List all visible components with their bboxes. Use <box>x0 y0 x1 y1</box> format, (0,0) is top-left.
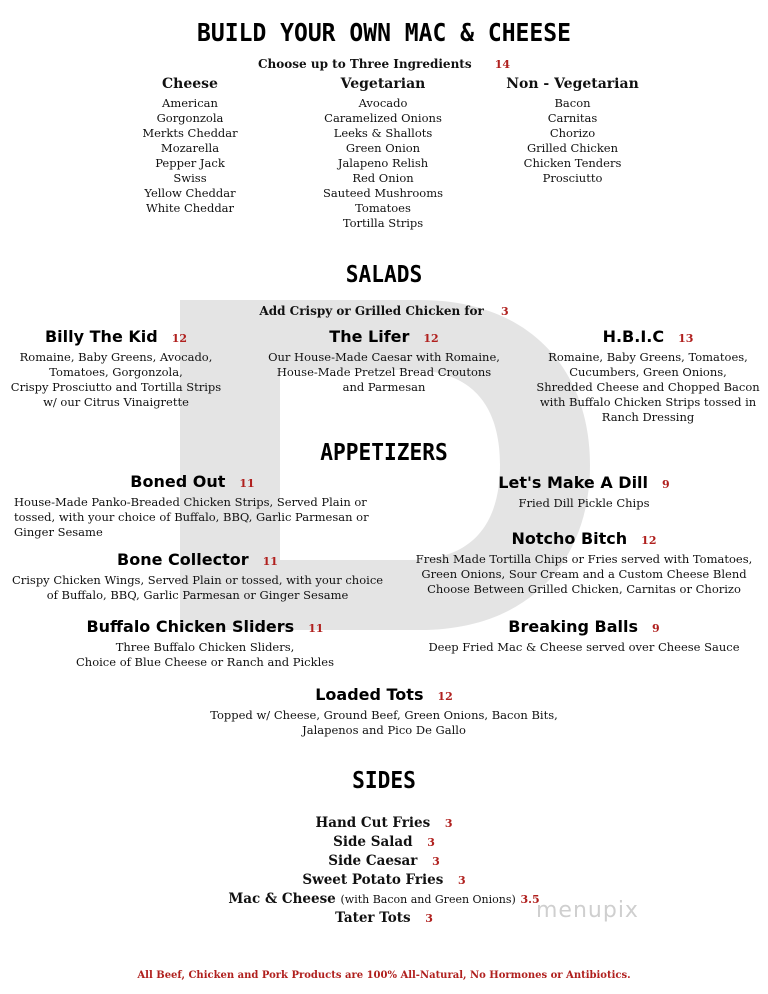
ingredient-list <box>293 96 473 231</box>
mac-subtitle-row <box>0 53 768 72</box>
side-item <box>0 909 768 928</box>
desc-line: House-Made Panko-Breaded Chicken Strips, Served Plain or <box>14 495 367 509</box>
mac-column-cheese <box>110 76 270 216</box>
list-item: Swiss <box>173 171 207 185</box>
mac-subtitle: Choose up to Three Ingredients <box>258 57 472 71</box>
side-item <box>0 890 768 909</box>
item-price: 11 <box>262 555 278 568</box>
desc-line: Our House-Made Caesar with Romaine, <box>268 350 500 364</box>
salads-subtitle: Add Crispy or Grilled Chicken for <box>259 304 484 318</box>
appetizer-lets-make-a-dill <box>400 473 768 511</box>
item-name: Loaded Tots <box>315 685 424 704</box>
list-item: Pepper Jack <box>155 156 225 170</box>
desc-line: Topped w/ Cheese, Ground Beef, Green Onions, Bacon Bits, <box>210 708 558 722</box>
item-price: 9 <box>662 478 670 491</box>
ingredient-list <box>490 96 655 186</box>
item-description <box>400 496 768 511</box>
appetizer-boned-out <box>0 472 385 540</box>
desc-line: Romaine, Baby Greens, Avocado, <box>19 350 213 364</box>
item-name: Breaking Balls <box>508 617 639 636</box>
desc-line: Romaine, Baby Greens, Tomatoes, <box>548 350 748 364</box>
column-heading: Non - Vegetarian <box>506 76 639 92</box>
item-name: Billy The Kid <box>44 327 158 346</box>
side-note: (with Bacon and Green Onions) <box>340 893 516 906</box>
side-name: Side Caesar <box>328 853 418 869</box>
side-price: 3 <box>458 874 466 887</box>
desc-line: Green Onions, Sour Cream and a Custom Cheese Blend <box>421 567 747 581</box>
list-item: Avocado <box>358 96 408 110</box>
desc-line: Fried Dill Pickle Chips <box>518 496 650 510</box>
desc-line: Three Buffalo Chicken Sliders, <box>115 640 295 654</box>
item-price: 9 <box>652 622 660 635</box>
list-item: Bacon <box>554 96 591 110</box>
sides-heading: SIDES <box>352 768 416 794</box>
item-description <box>0 640 410 670</box>
item-description <box>260 350 508 395</box>
item-name: Buffalo Chicken Sliders <box>86 617 295 636</box>
appetizer-bone-collector <box>0 550 395 603</box>
item-description <box>400 640 768 655</box>
salads-add-price: 3 <box>500 305 509 318</box>
list-item: Prosciutto <box>542 171 603 185</box>
appetizer-buffalo-chicken-sliders <box>0 617 410 670</box>
desc-line: w/ our Citrus Vinaigrette <box>43 395 189 409</box>
appetizer-loaded-tots <box>0 685 768 738</box>
desc-line: Tomatoes, Gorgonzola, <box>49 365 183 379</box>
ingredient-list <box>110 96 270 216</box>
desc-line: and Parmesan <box>342 380 426 394</box>
side-price: 3 <box>427 836 435 849</box>
list-item: Grilled Chicken <box>526 141 619 155</box>
salads-heading: SALADS <box>345 262 423 288</box>
item-description <box>400 552 768 597</box>
mac-column-vegetarian <box>293 76 473 231</box>
item-name: The Lifer <box>329 327 410 346</box>
salad-billy-the-kid <box>0 327 232 410</box>
desc-line: Ranch Dressing <box>601 410 695 424</box>
item-name: Bone Collector <box>117 550 249 569</box>
item-name: Notcho Bitch <box>511 529 628 548</box>
list-item: White Cheddar <box>145 201 235 215</box>
menupix-watermark: menupix <box>536 898 639 923</box>
column-heading: Vegetarian <box>340 76 426 92</box>
side-item <box>0 852 768 871</box>
page-title: BUILD YOUR OWN MAC & CHEESE <box>197 18 571 47</box>
desc-line: with Buffalo Chicken Strips tossed in <box>539 395 757 409</box>
list-item: Gorgonzola <box>156 111 224 125</box>
item-description <box>0 495 385 540</box>
item-price: 12 <box>171 332 188 345</box>
list-item: Caramelized Onions <box>324 111 442 125</box>
item-name: Let's Make A Dill <box>498 473 649 492</box>
list-item: Merkts Cheddar <box>142 126 238 140</box>
footer-note: All Beef, Chicken and Pork Products are 100% All-Natural, No Hormones or Antibiotics. <box>137 970 631 981</box>
list-item: Green Onion <box>345 141 421 155</box>
item-price: 13 <box>678 332 694 345</box>
list-item: Tomatoes <box>355 201 411 215</box>
mac-column-non-vegetarian <box>490 76 655 186</box>
item-price: 12 <box>437 690 453 703</box>
list-item: Carnitas <box>547 111 598 125</box>
desc-line: Choice of Blue Cheese or Ranch and Pickles <box>76 655 334 669</box>
item-description <box>0 573 395 603</box>
side-price: 3 <box>425 912 433 925</box>
desc-line: Deep Fried Mac & Cheese served over Cheese Sauce <box>428 640 740 654</box>
appetizers-heading: APPETIZERS <box>320 440 448 466</box>
side-item <box>0 814 768 833</box>
list-item: American <box>162 96 218 110</box>
desc-line: Jalapenos and Pico De Gallo <box>302 723 466 737</box>
column-heading: Cheese <box>162 76 218 92</box>
appetizer-notcho-bitch <box>400 529 768 597</box>
side-name: Sweet Potato Fries <box>302 872 444 888</box>
item-description <box>528 350 768 425</box>
list-item: Leeks & Shallots <box>333 126 433 140</box>
list-item: Yellow Cheddar <box>144 186 236 200</box>
side-item <box>0 871 768 890</box>
list-item: Tortilla Strips <box>342 216 424 230</box>
sides-list <box>0 814 768 928</box>
desc-line: House-Made Pretzel Bread Croutons <box>276 365 492 379</box>
list-item: Mozarella <box>160 141 220 155</box>
item-name: H.B.I.C <box>602 327 665 346</box>
side-name: Hand Cut Fries <box>315 815 431 831</box>
item-price: 11 <box>239 477 255 490</box>
item-description <box>0 350 232 410</box>
desc-line: tossed, with your choice of Buffalo, BBQ, Garlic Parmesan or <box>14 510 369 524</box>
desc-line: Choose Between Grilled Chicken, Carnitas or Chorizo <box>427 582 741 596</box>
side-price: 3 <box>432 855 440 868</box>
desc-line: Shredded Cheese and Chopped Bacon <box>536 380 760 394</box>
salad-the-lifer <box>260 327 508 395</box>
item-name: Boned Out <box>130 472 226 491</box>
desc-line: Cucumbers, Green Onions, <box>569 365 727 379</box>
item-description <box>0 708 768 738</box>
side-name: Side Salad <box>333 834 413 850</box>
side-price: 3 <box>444 817 453 830</box>
item-price: 11 <box>308 622 324 635</box>
desc-line: Crispy Prosciutto and Tortilla Strips <box>10 380 222 394</box>
mac-price: 14 <box>494 58 510 71</box>
desc-line: of Buffalo, BBQ, Garlic Parmesan or Ginger Sesame <box>46 588 349 602</box>
list-item: Red Onion <box>352 171 414 185</box>
list-item: Jalapeno Relish <box>337 156 429 170</box>
list-item: Chorizo <box>549 126 596 140</box>
desc-line: Fresh Made Tortilla Chips or Fries served with Tomatoes, <box>415 552 753 566</box>
item-price: 12 <box>641 534 657 547</box>
desc-line: Crispy Chicken Wings, Served Plain or tossed, with your choice <box>11 573 384 587</box>
side-item <box>0 833 768 852</box>
salads-subtitle-row <box>0 300 768 319</box>
appetizer-breaking-balls <box>400 617 768 655</box>
side-name: Mac & Cheese <box>228 891 336 907</box>
side-price: 3.5 <box>520 893 540 906</box>
list-item: Sauteed Mushrooms <box>322 186 444 200</box>
list-item: Chicken Tenders <box>523 156 622 170</box>
salad-hbic <box>528 327 768 425</box>
side-name: Tater Tots <box>335 910 411 926</box>
item-price: 12 <box>423 332 439 345</box>
desc-line: Ginger Sesame <box>14 525 103 539</box>
